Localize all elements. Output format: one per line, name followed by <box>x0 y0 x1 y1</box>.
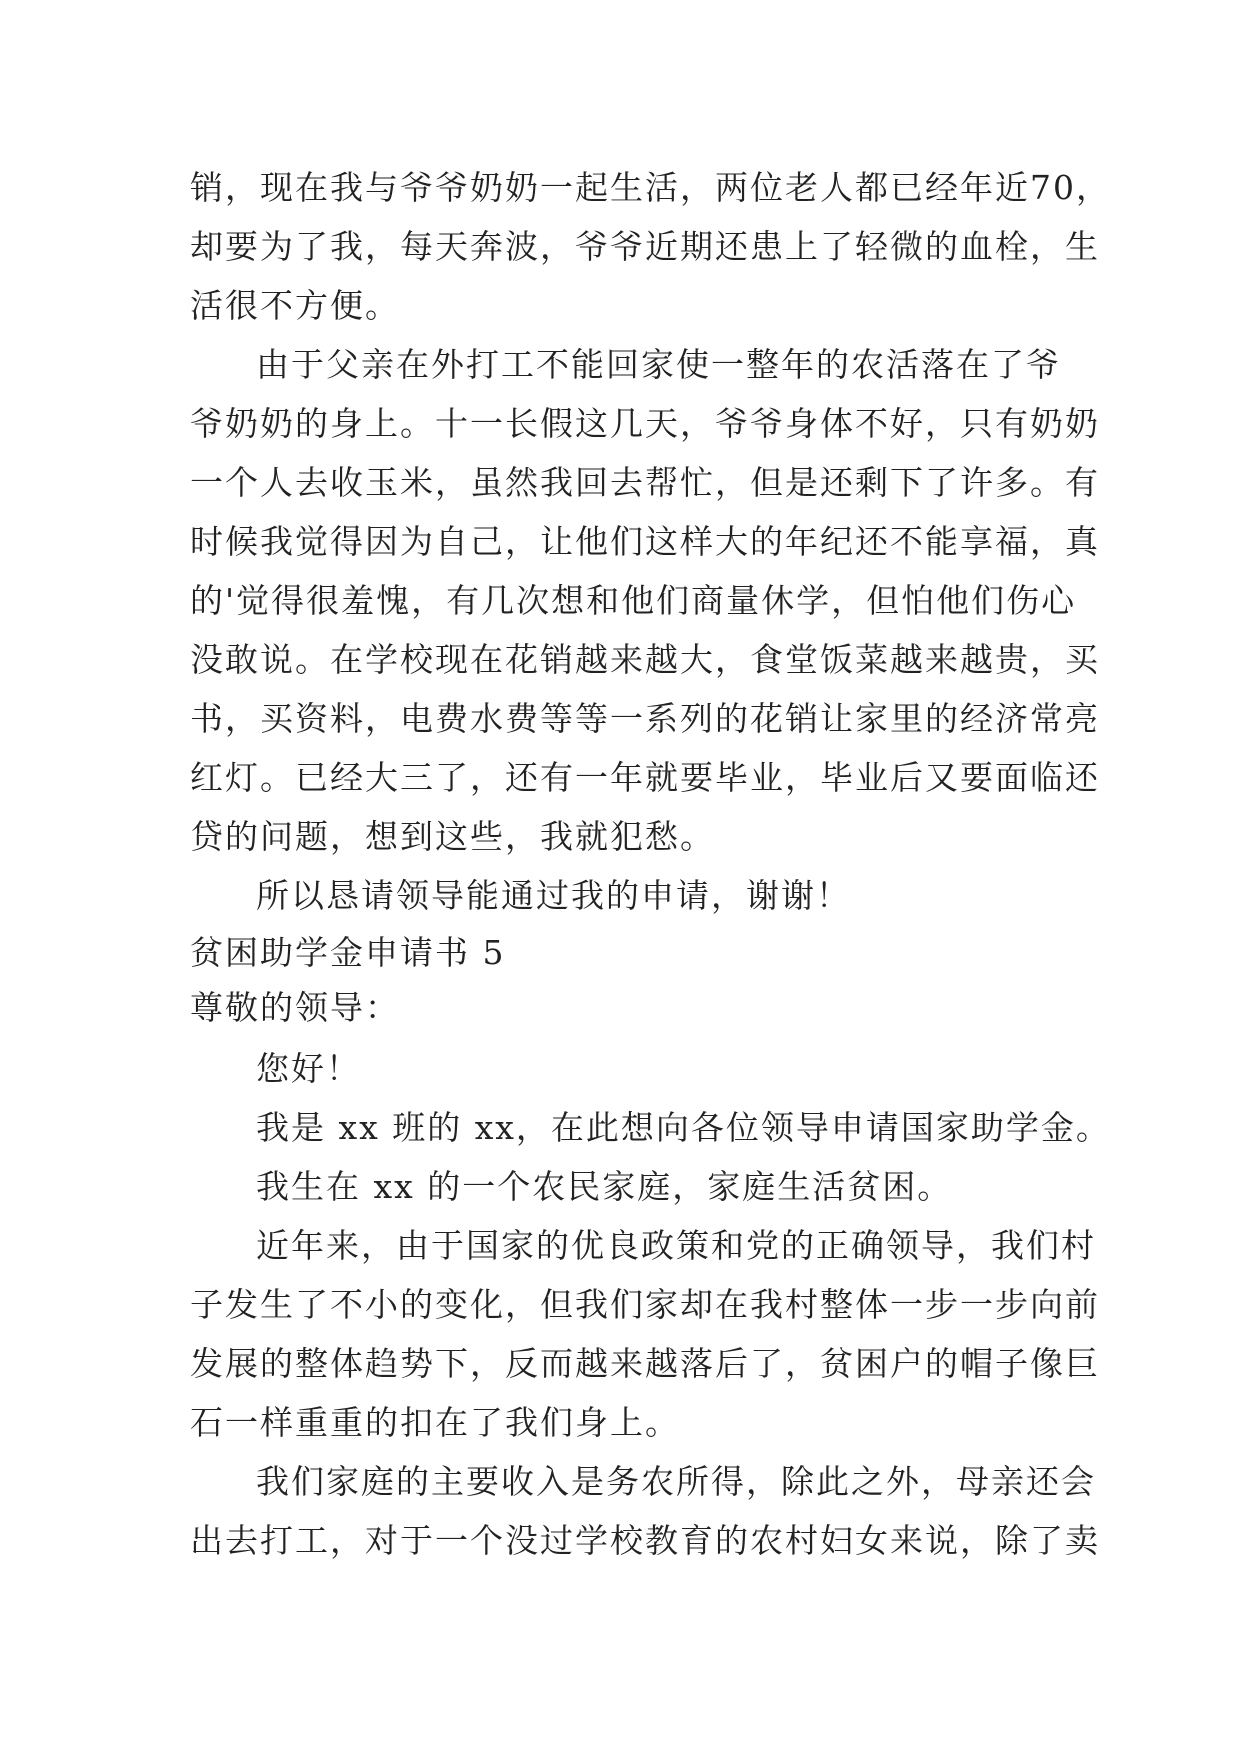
text-line: 出去打工，对于一个没过学校教育的农村妇女来说，除了卖 <box>190 1521 1100 1560</box>
text-line: 没敢说。在学校现在花销越来越大，食堂饭菜越来越贵，买 <box>190 640 1100 679</box>
closing-line: 所以恳请领导能通过我的申请，谢谢！ <box>256 876 851 915</box>
text-line: 活很不方便。 <box>190 286 400 325</box>
text-line: 红灯。已经大三了，还有一年就要毕业，毕业后又要面临还 <box>190 758 1100 797</box>
paragraph-income <box>190 1452 1100 1570</box>
paragraph-father-work <box>190 335 1100 866</box>
text-line: 近年来，由于国家的优良政策和党的正确领导，我们村 <box>256 1226 1096 1265</box>
text-line: 贷的问题，想到这些，我就犯愁。 <box>190 817 715 856</box>
text-line: 子发生了不小的变化，但我们家却在我村整体一步一步向前 <box>190 1285 1100 1324</box>
paragraph-village <box>190 1216 1100 1452</box>
text-line: 销，现在我与爷爷奶奶一起生活，两位老人都已经年近70， <box>190 168 1111 207</box>
greeting: 您好！ <box>256 1049 361 1088</box>
text-line: 发展的整体趋势下，反而越来越落后了，贫困户的帽子像巨 <box>190 1344 1100 1383</box>
text-line: 石一样重重的扣在了我们身上。 <box>190 1403 680 1442</box>
intro-line: 我是 xx 班的 xx，在此想向各位领导申请国家助学金。 <box>256 1108 1111 1147</box>
text-line: 爷奶奶的身上。十一长假这几天，爷爷身体不好，只有奶奶 <box>190 404 1100 443</box>
family-line: 我生在 xx 的一个农民家庭，家庭生活贫困。 <box>256 1167 953 1206</box>
text-line: 一个人去收玉米，虽然我回去帮忙，但是还剩下了许多。有 <box>190 463 1100 502</box>
paragraph-continued <box>190 158 1111 335</box>
text-line: 书，买资料，电费水费等等一系列的花销让家里的经济常亮 <box>190 699 1100 738</box>
document-body <box>190 158 1111 1570</box>
text-line: 时候我觉得因为自己，让他们这样大的年纪还不能享福，真 <box>190 522 1100 561</box>
section-title: 贫困助学金申请书 5 <box>190 933 506 972</box>
text-line: 我们家庭的主要收入是务农所得，除此之外，母亲还会 <box>256 1462 1096 1501</box>
text-line: 的'觉得很羞愧，有几次想和他们商量休学，但怕他们伤心 <box>190 581 1077 620</box>
text-line: 却要为了我，每天奔波，爷爷近期还患上了轻微的血栓，生 <box>190 227 1100 266</box>
text-line: 由于父亲在外打工不能回家使一整年的农活落在了爷 <box>256 345 1061 384</box>
salutation: 尊敬的领导： <box>190 988 400 1027</box>
